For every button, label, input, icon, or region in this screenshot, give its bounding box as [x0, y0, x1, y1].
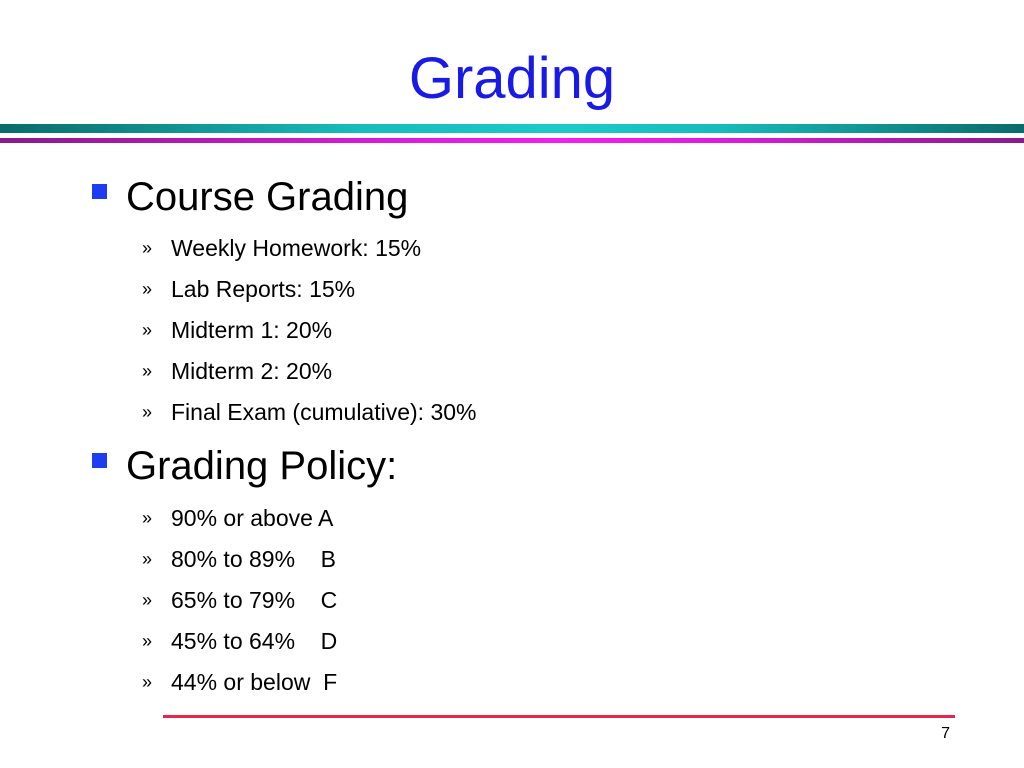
list-item [142, 274, 355, 304]
list-item-text: 44% or below F [171, 669, 338, 695]
list-item [142, 626, 337, 656]
footer-rule [163, 715, 955, 718]
list-item-text: 65% to 79% C [171, 587, 338, 613]
list-item [142, 544, 336, 574]
chevron-bullet-icon: » [142, 320, 153, 340]
list-item-text: 90% or above A [171, 505, 334, 531]
list-item [142, 667, 337, 697]
chevron-bullet-icon: » [142, 549, 153, 569]
list-item-text: Lab Reports: 15% [171, 276, 356, 302]
chevron-bullet-icon: » [142, 361, 153, 381]
header-rule-magenta [0, 138, 1024, 143]
chevron-bullet-icon: » [142, 631, 153, 651]
list-item [142, 233, 421, 263]
chevron-bullet-icon: » [142, 590, 153, 610]
list-item [142, 503, 333, 533]
square-bullet-icon [92, 184, 107, 199]
list-item [142, 356, 332, 386]
chevron-bullet-icon: » [142, 508, 153, 528]
chevron-bullet-icon: » [142, 238, 153, 258]
grading-policy-heading-text: Grading Policy: [126, 444, 398, 488]
chevron-bullet-icon: » [142, 402, 153, 422]
chevron-bullet-icon: » [142, 279, 153, 299]
list-item-text: Midterm 1: 20% [171, 317, 333, 343]
chevron-bullet-icon: » [142, 672, 153, 692]
list-item-text: 45% to 64% D [171, 628, 338, 654]
header-rule-teal [0, 124, 1024, 133]
list-item-text: Midterm 2: 20% [171, 358, 333, 384]
grading-policy-heading [92, 443, 397, 489]
slide-title: Grading [408, 46, 616, 111]
course-grading-heading [92, 174, 408, 220]
course-grading-heading-text: Course Grading [126, 175, 409, 219]
list-item-text: 80% to 89% B [171, 546, 336, 572]
square-bullet-icon [92, 453, 107, 468]
list-item-text: Weekly Homework: 15% [171, 235, 422, 261]
list-item [142, 315, 332, 345]
page-number: 7 [941, 725, 950, 742]
list-item [142, 585, 337, 615]
list-item [142, 397, 477, 427]
list-item-text: Final Exam (cumulative): 30% [171, 399, 477, 425]
